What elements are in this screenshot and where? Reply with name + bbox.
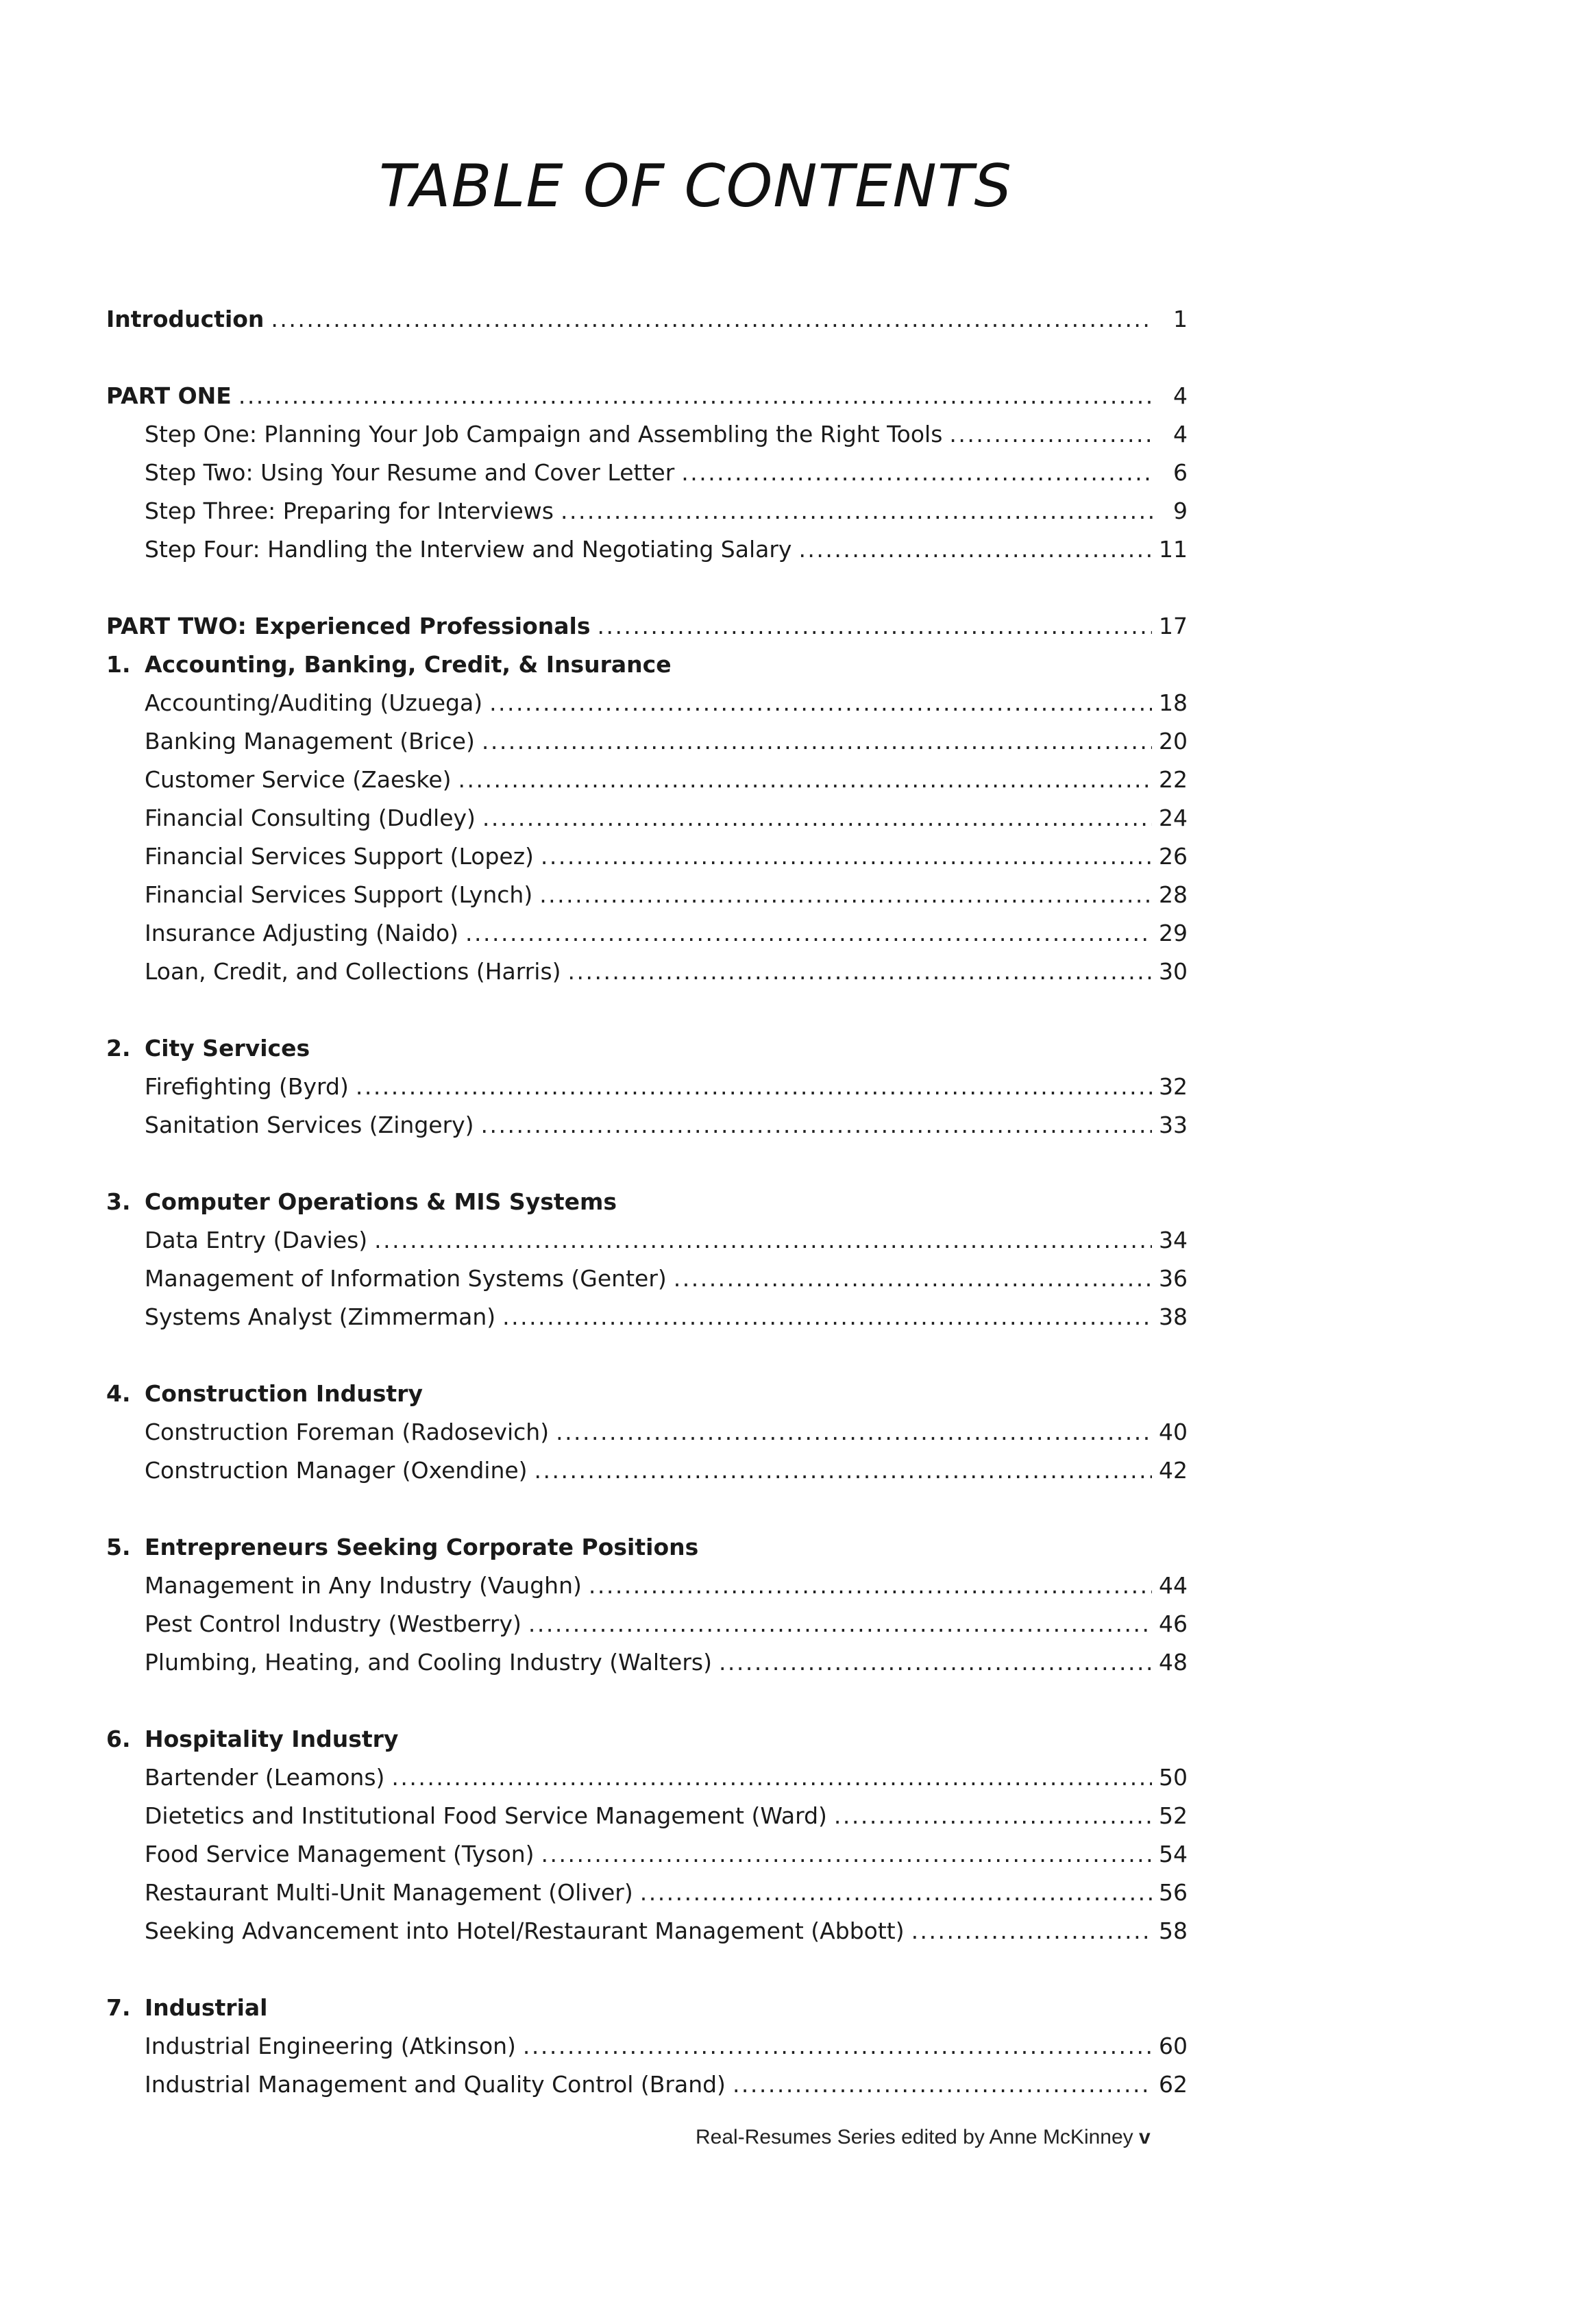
dot-leader [528, 1605, 1152, 1643]
toc-entry-label: Financial Consulting (Dudley) [145, 805, 476, 831]
toc-entry-label: Construction Foreman (Radosevich) [145, 1419, 550, 1445]
toc-entry[interactable] [106, 1221, 1188, 1260]
toc-entry-page: 40 [1159, 1419, 1188, 1445]
toc-entry-page: 20 [1159, 728, 1188, 755]
section-heading [106, 1183, 1188, 1221]
toc-entry-label: Step One: Planning Your Job Campaign and Assembling the Right Tools [145, 421, 943, 448]
toc-entry[interactable] [106, 799, 1188, 837]
toc-entry[interactable] [106, 2027, 1188, 2065]
toc-entry[interactable] [106, 1874, 1188, 1912]
dot-leader [489, 684, 1152, 722]
toc-entry-page: 42 [1159, 1457, 1188, 1484]
toc-entry-part-one[interactable] [106, 377, 1188, 415]
toc-entry-page: 58 [1159, 1917, 1188, 1944]
dot-leader [458, 761, 1152, 799]
section-number: 4. [106, 1380, 131, 1407]
section-number: 1. [106, 651, 131, 678]
toc-entry-page: 46 [1159, 1610, 1188, 1637]
toc-entry-page: 38 [1159, 1303, 1188, 1330]
toc-entry-page: 26 [1159, 843, 1188, 870]
section-title: Entrepreneurs Seeking Corporate Positions [145, 1534, 699, 1560]
toc-entry-page: 11 [1159, 536, 1188, 563]
toc-entry-label: Sanitation Services (Zingery) [145, 1112, 474, 1138]
section-title: Construction Industry [145, 1380, 423, 1407]
page-title: TABLE OF CONTENTS [379, 152, 1012, 221]
section-number: 2. [106, 1035, 131, 1062]
toc-entry-page: 6 [1173, 459, 1188, 486]
toc-entry-label: Industrial Engineering (Atkinson) [145, 2033, 516, 2059]
toc-entry-label: PART TWO: Experienced Professionals [106, 613, 591, 639]
section-heading [106, 1989, 1188, 2027]
toc-entry-page: 4 [1173, 421, 1188, 448]
toc-entry[interactable] [106, 492, 1188, 530]
toc-entry-label: Management in Any Industry (Vaughn) [145, 1572, 582, 1599]
toc-entry-label: Bartender (Leamons) [145, 1764, 385, 1791]
toc-entry-page: 52 [1159, 1802, 1188, 1829]
toc-entry-page: 22 [1159, 766, 1188, 793]
dot-leader [374, 1221, 1152, 1260]
toc-entry[interactable] [106, 530, 1188, 569]
toc-entry-label: Accounting/Auditing (Uzuega) [145, 689, 483, 716]
section-heading [106, 1029, 1188, 1068]
table-of-contents [106, 300, 1188, 2104]
toc-entry-label: Industrial Management and Quality Control (Brand) [145, 2071, 726, 2098]
section-title: Industrial [145, 1994, 268, 2021]
toc-entry[interactable] [106, 837, 1188, 876]
toc-entry-page: 56 [1159, 1879, 1188, 1906]
toc-entry-page: 50 [1159, 1764, 1188, 1791]
toc-entry-page: 9 [1173, 498, 1188, 524]
dot-leader [681, 454, 1153, 492]
toc-entry[interactable] [106, 1260, 1188, 1298]
toc-entry-label: PART ONE [106, 382, 232, 409]
toc-entry-label: Construction Manager (Oxendine) [145, 1457, 528, 1484]
dot-leader [541, 1835, 1152, 1874]
toc-entry-page: 36 [1159, 1265, 1188, 1292]
section-heading [106, 1720, 1188, 1758]
toc-entry[interactable] [106, 1797, 1188, 1835]
toc-entry-page: 62 [1159, 2071, 1188, 2098]
toc-entry-label: Food Service Management (Tyson) [145, 1841, 535, 1867]
section-heading [106, 1375, 1188, 1413]
page-footer [696, 2126, 1151, 2149]
toc-entry-label: Financial Services Support (Lynch) [145, 881, 533, 908]
dot-leader [356, 1068, 1152, 1106]
dot-leader [597, 607, 1152, 646]
section-title: Computer Operations & MIS Systems [145, 1188, 617, 1215]
toc-entry-label: Step Four: Handling the Interview and Negotiating Salary [145, 536, 792, 563]
dot-leader [911, 1912, 1152, 1950]
toc-entry[interactable] [106, 454, 1188, 492]
toc-entry[interactable] [106, 1298, 1188, 1336]
toc-entry[interactable] [106, 2065, 1188, 2104]
section-title: Accounting, Banking, Credit, & Insurance [145, 651, 672, 678]
section-number: 7. [106, 1994, 131, 2021]
dot-leader [238, 377, 1153, 415]
toc-entry-label: Firefighting (Byrd) [145, 1073, 349, 1100]
dot-leader [535, 1451, 1152, 1490]
toc-entry-label: Systems Analyst (Zimmerman) [145, 1303, 496, 1330]
toc-entry-part-two[interactable] [106, 607, 1188, 646]
toc-entry-page: 32 [1159, 1073, 1188, 1100]
toc-entry-page: 60 [1159, 2033, 1188, 2059]
dot-leader [482, 722, 1152, 761]
toc-entry-page: 30 [1159, 958, 1188, 985]
toc-entry-label: Data Entry (Davies) [145, 1227, 368, 1253]
section-number: 6. [106, 1726, 131, 1752]
toc-entry-label: Plumbing, Heating, and Cooling Industry (Walters) [145, 1649, 712, 1676]
toc-entry[interactable] [106, 684, 1188, 722]
toc-entry[interactable] [106, 876, 1188, 914]
toc-entry[interactable] [106, 1912, 1188, 1950]
section-number: 3. [106, 1188, 131, 1215]
toc-entry[interactable] [106, 1835, 1188, 1874]
toc-entry[interactable] [106, 1451, 1188, 1490]
dot-leader [391, 1758, 1152, 1797]
toc-entry[interactable] [106, 953, 1188, 991]
toc-entry-label: Banking Management (Brice) [145, 728, 475, 755]
dot-leader [539, 876, 1152, 914]
section-heading [106, 646, 1188, 684]
toc-entry-label: Insurance Adjusting (Naido) [145, 920, 459, 946]
section-number: 5. [106, 1534, 131, 1560]
dot-leader [834, 1797, 1152, 1835]
dot-leader [640, 1874, 1152, 1912]
toc-entry[interactable] [106, 1643, 1188, 1682]
dot-leader [556, 1413, 1152, 1451]
toc-entry[interactable] [106, 722, 1188, 761]
dot-leader [949, 415, 1153, 454]
toc-entry[interactable] [106, 761, 1188, 799]
dot-leader [589, 1567, 1152, 1605]
toc-entry-page: 24 [1159, 805, 1188, 831]
footer-text: Real-Resumes Series edited by Anne McKinney [696, 2126, 1133, 2148]
toc-entry-label: Step Three: Preparing for Interviews [145, 498, 554, 524]
dot-leader [541, 837, 1152, 876]
toc-entry-label: Customer Service (Zaeske) [145, 766, 452, 793]
toc-entry-label: Loan, Credit, and Collections (Harris) [145, 958, 561, 985]
dot-leader [561, 492, 1153, 530]
toc-entry-label: Step Two: Using Your Resume and Cover Letter [145, 459, 675, 486]
toc-entry-page: 17 [1159, 613, 1188, 639]
toc-entry[interactable] [106, 1758, 1188, 1797]
footer-page-numeral: v [1139, 2126, 1151, 2148]
toc-entry[interactable] [106, 1605, 1188, 1643]
dot-leader [733, 2065, 1152, 2104]
toc-entry-page: 54 [1159, 1841, 1188, 1867]
toc-entry-page: 28 [1159, 881, 1188, 908]
toc-entry-label: Pest Control Industry (Westberry) [145, 1610, 521, 1637]
dot-leader [481, 1106, 1152, 1144]
dot-leader [465, 914, 1152, 953]
toc-entry-page: 44 [1159, 1572, 1188, 1599]
toc-entry[interactable] [106, 1106, 1188, 1144]
dot-leader [271, 300, 1153, 339]
toc-entry-page: 48 [1159, 1649, 1188, 1676]
toc-entry-introduction[interactable] [106, 300, 1188, 339]
toc-entry[interactable] [106, 415, 1188, 454]
toc-entry[interactable] [106, 1413, 1188, 1451]
dot-leader [568, 953, 1152, 991]
toc-entry-page: 33 [1159, 1112, 1188, 1138]
toc-entry-label: Seeking Advancement into Hotel/Restaurant Management (Abbott) [145, 1917, 905, 1944]
toc-entry-label: Financial Services Support (Lopez) [145, 843, 534, 870]
section-title: City Services [145, 1035, 310, 1062]
dot-leader [482, 799, 1152, 837]
section-title: Hospitality Industry [145, 1726, 399, 1752]
toc-entry-page: 4 [1173, 382, 1188, 409]
toc-entry-page: 34 [1159, 1227, 1188, 1253]
dot-leader [719, 1643, 1152, 1682]
toc-entry-label: Management of Information Systems (Genter) [145, 1265, 667, 1292]
dot-leader [523, 2027, 1152, 2065]
toc-entry-page: 18 [1159, 689, 1188, 716]
dot-leader [798, 530, 1152, 569]
toc-entry-page: 29 [1159, 920, 1188, 946]
toc-entry-label: Introduction [106, 306, 265, 332]
dot-leader [502, 1298, 1152, 1336]
toc-entry[interactable] [106, 1068, 1188, 1106]
toc-entry[interactable] [106, 1567, 1188, 1605]
toc-entry[interactable] [106, 914, 1188, 953]
toc-entry-page: 1 [1173, 306, 1188, 332]
toc-entry-label: Dietetics and Institutional Food Service Management (Ward) [145, 1802, 827, 1829]
section-heading [106, 1528, 1188, 1567]
dot-leader [674, 1260, 1152, 1298]
toc-entry-label: Restaurant Multi-Unit Management (Oliver) [145, 1879, 633, 1906]
